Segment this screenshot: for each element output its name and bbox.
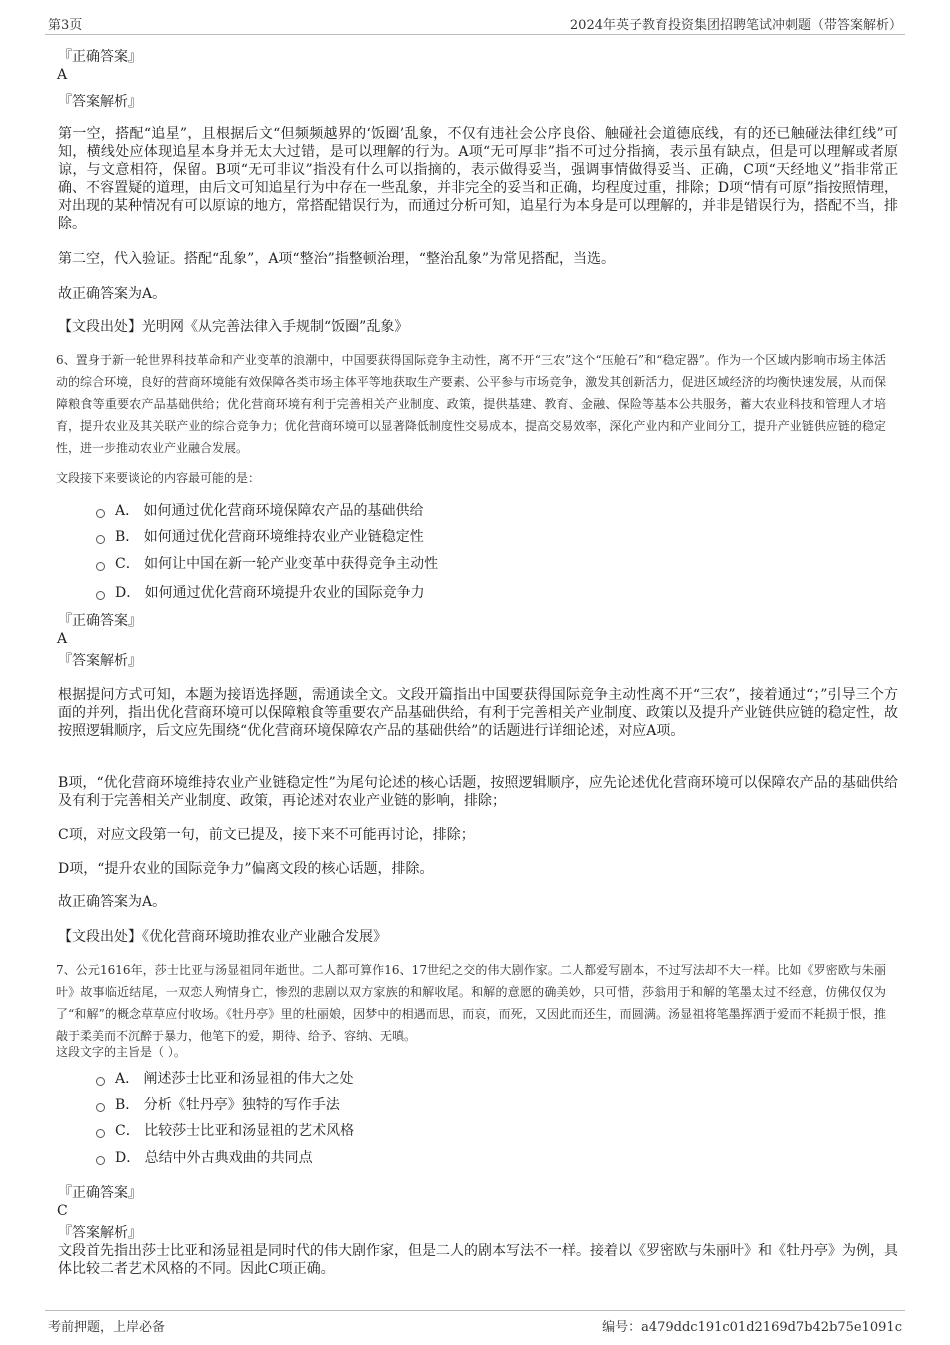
page-header xyxy=(45,14,905,35)
option-label: C． 比较莎士比亚和汤显祖的艺术风格 xyxy=(115,1123,355,1139)
q7-option-d[interactable] xyxy=(96,1149,313,1167)
radio-icon[interactable] xyxy=(96,562,105,571)
radio-icon[interactable] xyxy=(96,535,105,544)
page-footer xyxy=(45,1310,905,1335)
q7-analysis-paragraph-1: 文段首先指出莎士比亚和汤显祖是同时代的伟大剧作家，但是二人的剧本写法不一样。接着以《罗密欧与朱丽叶》和《牡丹亭》为例，具体比较二者艺术风格的不同。因此C项正确。 xyxy=(58,1243,898,1277)
q6-option-b[interactable] xyxy=(96,528,424,546)
document-id: 编号：a479ddc191c01d2169d7b42b75e1091c xyxy=(602,1320,902,1335)
q5-conclusion: 故正确答案为A。 xyxy=(58,286,167,302)
q5-analysis-label: 『答案解析』 xyxy=(58,94,142,110)
option-label: B． 分析《牡丹亭》独特的写作手法 xyxy=(115,1097,340,1113)
q6-answer: A xyxy=(57,631,68,647)
option-label: C． 如何让中国在新一轮产业变革中获得竞争主动性 xyxy=(115,556,439,572)
q6-stem: 6、置身于新一轮世界科技革命和产业变革的浪潮中，中国要获得国际竞争主动性，离不开“三农”这个“压舱石”和“稳定器”。作为一个区域内影响市场主体活动的综合环境，良好的营商环境能有效保障各类市场主体平等地获取生产要素、公平参与市场竞争，激发其创新活力，促进区域经济的均衡快速发展，从而保障粮食等重要农产品基础供给；优化营商环境有利于完善相关产业制度、政策，提供基建、教育、金融、保险等基本公共服务，蓄大农业科技和管理人才培育，提升农业及其关联产业的综合竞争力；优化营商环境可以显著降低制度性交易成本，提高交易效率，深化产业内和产业间分工，提升产业链供应链的稳定性，进一步推动农业产业融合发展。 xyxy=(56,353,886,455)
q6-option-d[interactable] xyxy=(96,584,425,602)
q7-stem: 7、公元1616年，莎士比亚与汤显祖同年逝世。二人都可算作16、17世纪之交的伟大剧作家。二人都爱写剧本，不过写法却不大一样。比如《罗密欧与朱丽叶》故事临近结尾，一双恋人殉情身亡，惨烈的悲剧以双方家族的和解收尾。和解的意愿的确美妙，只可惜，莎翁用于和解的笔墨太过不经意，仿佛仅仅为了“和解”的概念草草应付收场。《牡丹亭》里的杜丽娘，因梦中的相遇而思，而哀，而死，又因此而还生，而圆满。汤显祖将笔墨挥洒于爱而不耗损于恨，推敲于柔美而不沉醉于暴力，他笔下的爱，期待、给予、容纳、无嗔。 xyxy=(56,963,886,1043)
q6-option-c[interactable] xyxy=(96,555,438,573)
q7-prompt: 这段文字的主旨是（ ）。 xyxy=(56,1045,186,1059)
q6-analysis-paragraph-1: 根据提问方式可知，本题为接语选择题，需通读全文。文段开篇指出中国要获得国际竞争主动性离不开“三农”，接着通过“；”引导三个方面的并列，指出优化营商环境可以保障粮食等重要农产品基础供给，有利于完善相关产业制度、政策以及提升产业链供应链的稳定性，故按照逻辑顺序，后文应先围绕“优化营商环境保障农产品的基础供给”的话题进行详细论述，对应A项。 xyxy=(58,687,898,739)
q6-analysis-paragraph-4: D项，“提升农业的国际竞争力”偏离文段的核心话题，排除。 xyxy=(58,861,434,877)
q6-conclusion: 故正确答案为A。 xyxy=(58,894,167,910)
footer-slogan: 考前押题，上岸必备 xyxy=(48,1320,166,1335)
q5-analysis-paragraph-2: 第二空，代入验证。搭配“乱象”，A项“整治”指整顿治理，“整治乱象”为常见搭配，当选。 xyxy=(58,251,616,267)
radio-icon[interactable] xyxy=(96,591,105,600)
radio-icon[interactable] xyxy=(96,1156,105,1165)
option-label: D． 如何通过优化营商环境提升农业的国际竞争力 xyxy=(115,585,425,601)
q7-option-a[interactable] xyxy=(96,1070,354,1088)
q7-analysis-label: 『答案解析』 xyxy=(58,1225,142,1241)
radio-icon[interactable] xyxy=(96,1103,105,1112)
q5-source: 【文段出处】光明网《从完善法律入手规制“饭圈”乱象》 xyxy=(58,319,409,335)
document-title: 2024年英子教育投资集团招聘笔试冲刺题（带答案解析） xyxy=(569,18,902,33)
radio-icon[interactable] xyxy=(96,1077,105,1086)
radio-icon[interactable] xyxy=(96,1129,105,1138)
q7-answer: C xyxy=(57,1203,68,1219)
q6-analysis-label: 『答案解析』 xyxy=(58,653,142,669)
option-label: B． 如何通过优化营商环境维持农业产业链稳定性 xyxy=(115,529,424,545)
option-label: D． 总结中外古典戏曲的共同点 xyxy=(115,1150,313,1166)
option-label: A． 如何通过优化营商环境保障农产品的基础供给 xyxy=(115,503,424,519)
q6-answer-label: 『正确答案』 xyxy=(58,613,142,629)
q5-analysis-paragraph-1: 第一空，搭配“追星”，且根据后文“但频频越界的‘饭圈’乱象，不仅有违社会公序良俗、触碰社会道德底线，有的还已触碰法律红线”可知，横线处应体现追星本身并无太大过错，是可以理解的行为。A项“无可厚非”指不可过分指摘，表示虽有缺点，但是可以理解或者原谅，与文意相符，保留。B项“无可非议”指没有什么可以指摘的，表示做得妥当，强调事情做得妥当、正确，C项“天经地义”指非常正确、不容置疑的道理，由后文可知追星行为中存在一些乱象，并非完全的妥当和正确，均程度过重，排除；D项“情有可原”指按照情理，对出现的某种情况有可以原谅的地方，常搭配错误行为，而通过分析可知，追星行为本身是可以理解的，并非是错误行为，搭配不当，排除。 xyxy=(58,126,898,232)
q7-option-b[interactable] xyxy=(96,1096,340,1114)
option-label: A． 阐述莎士比亚和汤显祖的伟大之处 xyxy=(115,1071,354,1087)
q7-option-c[interactable] xyxy=(96,1122,354,1140)
q5-answer-label: 『正确答案』 xyxy=(58,49,142,65)
q7-answer-label: 『正确答案』 xyxy=(58,1185,142,1201)
q5-answer: A xyxy=(57,67,68,83)
radio-icon[interactable] xyxy=(96,509,105,518)
page-number: 第3页 xyxy=(48,18,83,33)
q6-prompt: 文段接下来要谈论的内容最可能的是： xyxy=(56,471,261,485)
q6-source: 【文段出处】《优化营商环境助推农业产业融合发展》 xyxy=(58,929,387,945)
q6-option-a[interactable] xyxy=(96,502,424,520)
q6-analysis-paragraph-2: B项，“优化营商环境维持农业产业链稳定性”为尾句论述的核心话题，按照逻辑顺序，应先论述优化营商环境可以保障农产品的基础供给及有利于完善相关产业制度、政策，再论述对农业产业链的影响，排除； xyxy=(58,775,898,809)
q6-analysis-paragraph-3: C项，对应文段第一句，前文已提及，接下来不可能再讨论，排除； xyxy=(58,827,475,843)
